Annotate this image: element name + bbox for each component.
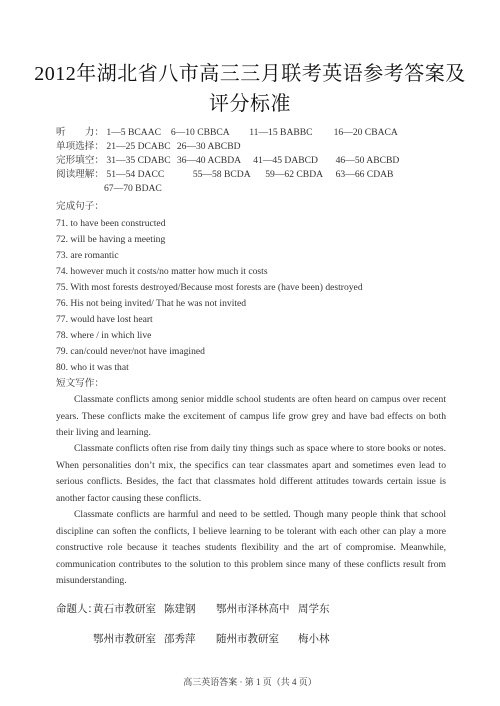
answer-segment: 31—35 CDABC (106, 155, 171, 166)
answer-label: 阅读理解： (56, 169, 104, 180)
page-footer: 高三英语答案 · 第 1 页（共 4 页） (183, 677, 317, 687)
author-name: 梅小林 (298, 633, 330, 645)
answer-segment: 36—40 ACBDA (176, 155, 242, 166)
answer-segment: 1—5 BCAAC (106, 127, 162, 138)
answer-row-listening (56, 126, 398, 139)
completion-item: 75. With most forests destroyed/Because most forests are (have been) destroyed (56, 282, 363, 293)
essay-text: Classmate conflicts are harmful and need to be settled. Though many people think that school discipline can soften the conflicts, I believe learning to be tolerant with each other can play a more constructive role because it teaches students flexibility and the art of compromise. Meanwhile, communication contributes to the solution to this problem since many of these conflicts result from misunderstanding. (56, 509, 446, 586)
answer-row-reading-extra: 67—70 BDAC (104, 183, 162, 194)
author-org: 鄂州市教研室 (93, 633, 156, 645)
author-name: 周学东 (298, 603, 330, 615)
author-org: 随州市教研室 (216, 633, 279, 645)
answer-label: 单项选择： (56, 141, 104, 152)
answer-segment: 41—45 DABCD (253, 155, 318, 166)
answer-segment: 6—10 CBBCA (170, 127, 230, 138)
answer-row-cloze (56, 154, 399, 167)
author-name: 邵秀萍 (164, 633, 196, 645)
completion-item: 78. where / in which live (56, 330, 152, 341)
answer-segment: 59—62 CBDA (265, 169, 324, 180)
author-org: 黄石市教研室 (93, 603, 156, 615)
completion-item: 76. His not being invited/ That he was not invited (56, 298, 247, 309)
essay-paragraph-1 (56, 392, 446, 442)
answer-label: 完形填空： (56, 155, 104, 166)
answer-segment: 21—25 DCABC (106, 141, 171, 152)
answer-segment: 46—50 ABCBD (335, 155, 400, 166)
answer-segment: 26—30 ABCBD (176, 141, 241, 152)
answer-row-reading (56, 168, 393, 181)
answer-segment: 16—20 CBACA (333, 127, 398, 138)
answer-segment: 11—15 BABBC (249, 127, 313, 138)
answer-segment: 51—54 DACC (106, 169, 165, 180)
answer-segment: 63—66 CDAB (335, 169, 394, 180)
essay-text: Classmate conflicts among senior middle school students are often heard on campus over recent years. These conflicts make the excitement of campus life grow grey and have bad effects on both their living and learning. (56, 394, 446, 438)
answer-segment: 55—58 BCDA (192, 169, 251, 180)
completion-item: 79. can/could never/not have imagined (56, 346, 205, 357)
essay-heading: 短文写作： (56, 378, 104, 389)
authors-label: 命题人： (56, 603, 98, 615)
author-name: 陈建钢 (164, 603, 196, 615)
completion-item: 80. who it was that (56, 362, 129, 373)
completion-item: 73. are romantic (56, 250, 119, 261)
completion-item: 74. however much it costs/no matter how much it costs (56, 266, 268, 277)
completion-item: 77. would have lost heart (56, 314, 153, 325)
essay-paragraph-3 (56, 507, 446, 590)
essay-paragraph-2 (56, 441, 446, 507)
document-title-line-1: 2012年湖北省八市高三三月联考英语参考答案及 (34, 63, 466, 85)
author-org: 鄂州市泽林高中 (216, 603, 290, 615)
essay-text: Classmate conflicts often rise from daily tiny things such as space where to store books or notes. When personalities don’t mix, the specifics can tear classmates apart and sometimes even lead to serious conflicts. Besides, the fact that classmates hold different attitudes towards certain issue is another factor causing these conflicts. (56, 443, 446, 504)
document-title-line-2: 评分标准 (209, 93, 291, 115)
completion-item: 71. to have been constructed (56, 218, 166, 229)
answer-row-single-choice (56, 140, 241, 153)
completion-heading: 完成句子： (56, 201, 104, 212)
completion-item: 72. will be having a meeting (56, 234, 166, 245)
answer-label: 听 力： (56, 127, 104, 138)
